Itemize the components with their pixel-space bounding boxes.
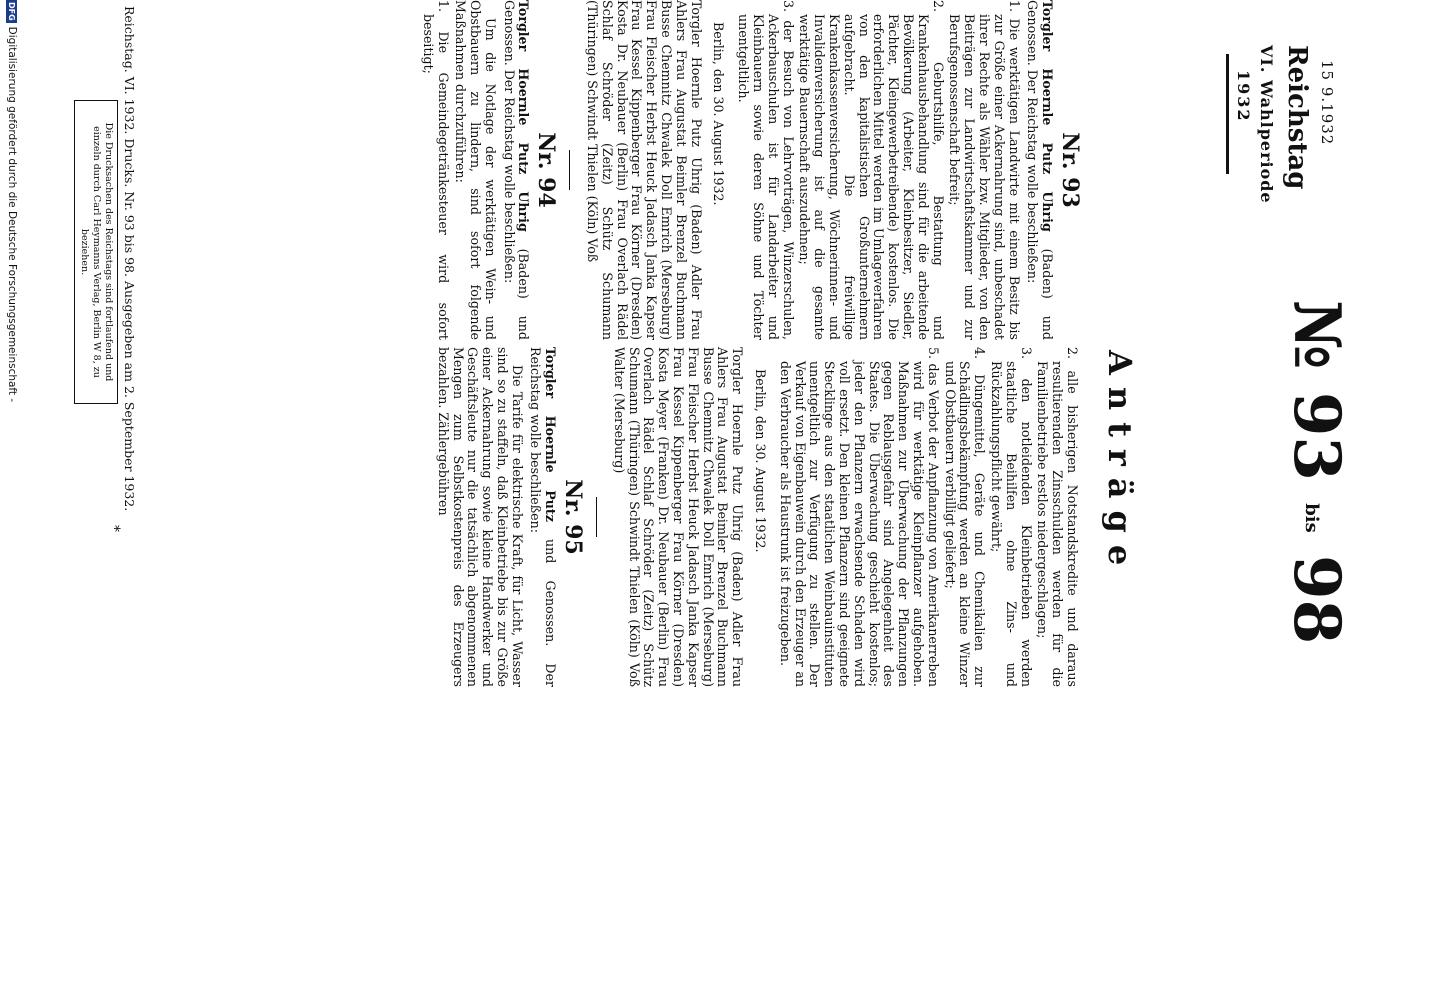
document-title: Anträge (1101, 350, 1139, 578)
header-rule (1226, 54, 1229, 174)
motion-item: 5. das Verbot der Anpflanzung von Amerikanerreben wird für werktätige Kleinpflanzer aufgehoben. Maßnahmen zur Überwachung der Pflanzungen gegen Reblausgefahr sind Angelegenheit des Staates. Die Überwachung geschieht kostenlos; jeder den Pflanzern erwachsende Schaden wird voll ersetzt. Den kleinen Pflanzern sind geeignete Stecklinge aus den staatlichen Weinbauinstituten unentgeltlich zur Verfügung zu stellen. Der Verkauf von Eigenbauwein durch den Erzeuger an den Verbraucher als Haustrunk ist freizugeben. (777, 347, 941, 687)
motion-lead (528, 347, 558, 687)
motion-heading: Nr. 93 (1057, 132, 1083, 208)
motion-item: 4. Düngemittel, Geräte und Chemikalien zur Schädlingsbekämpfung werden an kleine Winzer und Obstbauern verbilligt geliefert; (942, 347, 988, 687)
motion-item: 1. Die Gemeindegetränkesteuer wird sofort beseitigt; (420, 0, 451, 340)
motion-heading: Nr. 94 (533, 132, 560, 208)
receipt-date-stamp: 15 9.1932 (1318, 60, 1336, 146)
period-year: 1932 (1234, 70, 1253, 123)
motion-authors: Torgler Hoernle Putz (543, 347, 559, 522)
motion-signers: Torgler Hoernle Putz Uhrig (Baden) Adler Frau Ahlers Frau Augustat Beimler Brenzel Buchmann Busse Chemnitz Chwalek Doll Emrich (Merseburg) Frau Fleischer Herbst Heuck Jadasch Janka Kapser Frau Kessel Kippenberger Frau Körner (Dresden) Kosta Meyer (Franken) Dr. Neubauer (Berlin) Frau Overlach Rädel Schlaf Schröder (Zeitz) Schütz Schumann (Thüringen) Schwindt Thielen (Köln) Voß Walter (Merseburg) (611, 347, 746, 687)
section-divider (569, 150, 570, 190)
section-divider (596, 497, 597, 537)
motion-item: 1. Die werktätigen Landwirte mit einem Besitz bis zur Größe einer Ackernahrung sind, unbeschadet ihrer Rechte als Wähler bzw. Mitglieder, von den Beiträgen zur Landwirtschaftskammer und zur Berufsgenossenschaft befreit; (947, 0, 1022, 340)
column-continuation-and-nr-95 (432, 347, 1079, 687)
motion-intro: und Genossen. Der Reichstag wolle beschließen: (528, 347, 559, 687)
number-end: 98 (1279, 555, 1354, 645)
digitization-text: Digitalisierung gefördert durch die Deutsche Forschungsgemeinschaft - (6, 26, 18, 403)
motion-paragraph: Um die Notlage der werktätigen Wein- und Obstbauern zu lindern, sind sofort folgende Maßnahmen durchzuführen: (453, 0, 498, 340)
column-nr-93 (418, 0, 1083, 340)
motion-item: 3. den notleidenden Kleinbetrieben werden staatliche Beihilfen ohne Zins- und Rückzahlungspflicht gewährt; (989, 347, 1034, 687)
dfg-logo-icon: DFG (7, 2, 16, 21)
motion-signers: Torgler Hoernle Putz Uhrig (Baden) Adler Frau Ahlers Frau Augustat Beimler Brenzel Buchmann Busse Chemnitz Chwalek Doll Emrich (Merseburg) Frau Fleischer Herbst Heuck Jadasch Janka Kapser Frau Kessel Kippenberger Frau Körner (Dresden) Kosta Dr. Neubauer (Berlin) Frau Overlach Rädel Schlaf Schröder (Zeitz) Schütz Schumann (Thüringen) Schwindt Thielen (Köln) Voß (585, 0, 704, 340)
motion-authors: Torgler Hoernle Putz Uhrig (516, 0, 532, 232)
motion-authors: Torgler Hoernle Putz Uhrig (1040, 0, 1056, 232)
number-start: № 93 (1279, 300, 1354, 481)
footer-asterisk: * (106, 525, 122, 532)
document-number-range (1279, 300, 1354, 644)
motion-item: 2. Geburtshilfe, Bestattung und Krankenhausbehandlung sind für die arbeitende Bevölkerung (Arbeiter, Kleinbesitzer, Siedler, Pächter, Kleingewerbetreibende) kostenlos. Die erforderlichen Mittel werden im Umlageverfahren von den kapitalistischen Großunternehmern aufgebracht. Die freiwillige Krankenkassenversicherung, Wöchnerinnen- und Invalidenversicherung ist auf die gesamte werktätige Bauernschaft auszudehnen; (797, 0, 946, 340)
motion-item: 2. alle bisherigen Notstandskredite und daraus resultierenden Zinsschulden werden für die Familienbetriebe restlos niedergeschlagen; (1035, 347, 1080, 687)
legislative-period: VI. Wahlperiode (1257, 45, 1276, 204)
motion-date: Berlin, den 30. August 1932. (753, 369, 769, 553)
number-bis: bis (1301, 503, 1322, 533)
publisher-notice-box: Die Drucksachen des Reichstags sind fortlaufend und einzeln durch Carl Heymanns Verlag, Berlin W 8, zu beziehen. (74, 100, 118, 404)
motion-intro: (Baden) und Genossen. Der Reichstag wolle beschließen: (501, 0, 532, 340)
publisher-name: Reichstag (1282, 45, 1312, 190)
motion-item: 3. der Besuch von Lehrvorträgen, Winzerschulen, Ackerbauschulen ist für Landarbeiter und Kleinbauern sowie deren Söhne und Töchter unentgeltlich. (736, 0, 796, 340)
motion-lead (501, 0, 531, 340)
motion-heading: Nr. 95 (560, 479, 587, 555)
print-footer: Reichstag. VI. 1932. Drucks. Nr. 93 bis 98. Ausgegeben am 2. September 1932. (122, 6, 137, 512)
digitization-credit (6, 0, 18, 1000)
motion-lead (1025, 0, 1055, 340)
motion-date: Berlin, den 30. August 1932. (711, 22, 727, 206)
motion-paragraph: Die Tarife für elektrische Kraft, für Licht, Wasser sind so zu staffeln, daß Kleinbetriebe bis zur Größe einer Ackernahrung sowie kleine Handwerker und Geschäftsleute nur die tatsächlich abgenommenen Mengen zum Selbstkostenpreis des Erzeugers bezahlen. Zählergebühren (435, 347, 525, 687)
motion-intro: (Baden) und Genossen. Der Reichstag wolle beschließen: (1025, 0, 1056, 340)
